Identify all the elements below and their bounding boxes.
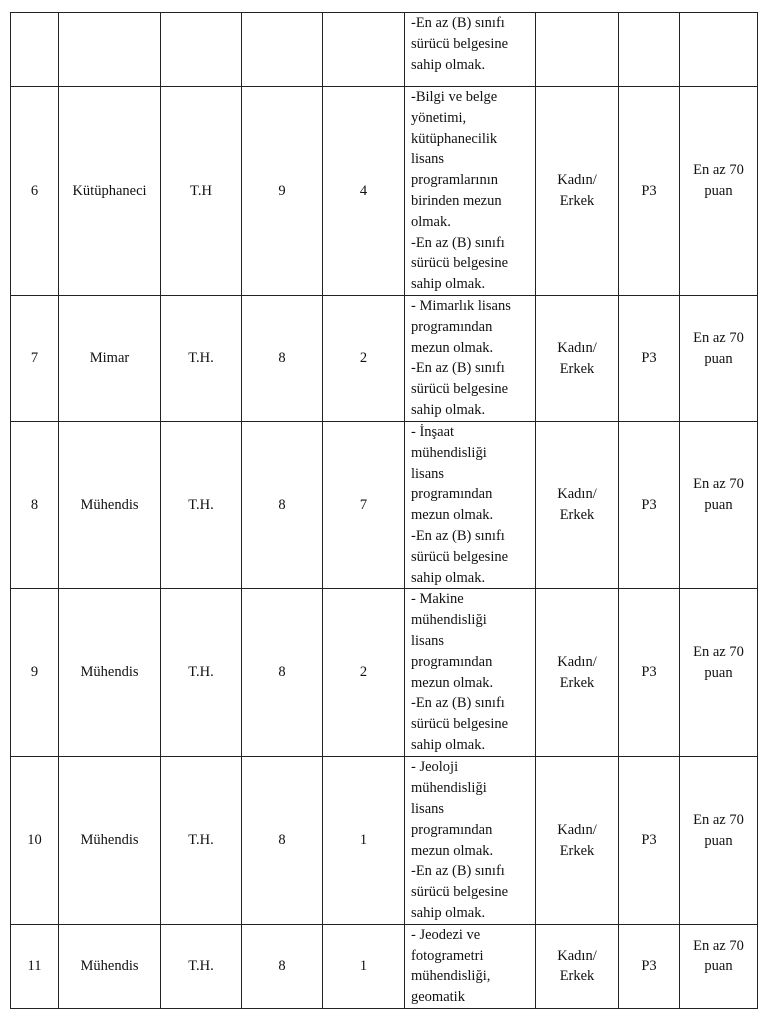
- grade-cell: [242, 13, 323, 87]
- position-title-cell: Kütüphaneci: [59, 87, 161, 296]
- count-cell: 2: [323, 296, 405, 422]
- min-score-text: En az 70 puan: [693, 811, 744, 849]
- table-row: [11, 296, 758, 422]
- count-cell: 7: [323, 422, 405, 589]
- table-row: [11, 589, 758, 757]
- gender-text: Kadın/ Erkek: [557, 821, 597, 859]
- count-cell: 1: [323, 757, 405, 924]
- row-number-cell: 6: [11, 87, 59, 296]
- table-row: [11, 87, 758, 296]
- requirements-cell: -En az (B) sınıfı sürücü belgesine sahip olmak.: [405, 13, 536, 87]
- position-title-cell: Mimar: [59, 296, 161, 422]
- min-score-text: En az 70 puan: [693, 937, 744, 975]
- grade-cell: 8: [242, 924, 323, 1008]
- requirements-cell: - Jeodezi ve fotogrametri mühendisliği, geomatik: [405, 924, 536, 1008]
- count-cell: 1: [323, 924, 405, 1008]
- kpss-type-cell: P3: [619, 757, 680, 924]
- requirements-cell: - Jeoloji mühendisliği lisans programından mezun olmak. -En az (B) sınıfı sürücü belgesine sahip olmak.: [405, 757, 536, 924]
- gender-text: Kadın/ Erkek: [557, 339, 597, 377]
- position-title-cell: Mühendis: [59, 757, 161, 924]
- grade-cell: 8: [242, 589, 323, 757]
- service-class-cell: T.H.: [161, 924, 242, 1008]
- gender-text: Kadın/ Erkek: [557, 486, 597, 524]
- service-class-cell: T.H.: [161, 296, 242, 422]
- row-number-cell: 7: [11, 296, 59, 422]
- position-title-cell: Mühendis: [59, 422, 161, 589]
- row-number-cell: 9: [11, 589, 59, 757]
- min-score-cell: [680, 13, 758, 87]
- gender-cell: [536, 589, 619, 757]
- kpss-type-cell: P3: [619, 589, 680, 757]
- table-row: [11, 13, 758, 87]
- row-number-cell: 11: [11, 924, 59, 1008]
- grade-cell: 8: [242, 422, 323, 589]
- service-class-cell: T.H.: [161, 422, 242, 589]
- min-score-text: En az 70 puan: [693, 644, 744, 681]
- requirements-cell: -Bilgi ve belge yönetimi, kütüphanecilik lisans programlarının birinden mezun olmak. -En az (B) sınıfı sürücü belgesine sahip olmak.: [405, 87, 536, 296]
- service-class-cell: T.H.: [161, 589, 242, 757]
- requirements-cell: - İnşaat mühendisliği lisans programından mezun olmak. -En az (B) sınıfı sürücü belgesine sahip olmak.: [405, 422, 536, 589]
- gender-cell: [536, 13, 619, 87]
- gender-text: Kadın/ Erkek: [557, 947, 597, 985]
- row-number-cell: 10: [11, 757, 59, 924]
- min-score-cell: [680, 589, 758, 757]
- position-title-cell: [59, 13, 161, 87]
- kpss-type-cell: [619, 13, 680, 87]
- table-body: [11, 13, 758, 1009]
- grade-cell: 8: [242, 296, 323, 422]
- min-score-text: En az 70 puan: [693, 476, 744, 514]
- table-row: [11, 757, 758, 924]
- gender-cell: [536, 757, 619, 924]
- table-row: [11, 924, 758, 1008]
- count-cell: 4: [323, 87, 405, 296]
- requirements-cell: - Mimarlık lisans programından mezun olmak. -En az (B) sınıfı sürücü belgesine sahip olmak.: [405, 296, 536, 422]
- job-positions-table: [10, 12, 758, 1009]
- gender-text: Kadın/ Erkek: [557, 172, 597, 209]
- position-title-cell: Mühendis: [59, 589, 161, 757]
- grade-cell: 8: [242, 757, 323, 924]
- gender-text: Kadın/ Erkek: [557, 654, 597, 691]
- min-score-text: En az 70 puan: [693, 329, 744, 367]
- kpss-type-cell: P3: [619, 924, 680, 1008]
- position-title-cell: Mühendis: [59, 924, 161, 1008]
- row-number-cell: 8: [11, 422, 59, 589]
- service-class-cell: [161, 13, 242, 87]
- count-cell: 2: [323, 589, 405, 757]
- gender-cell: [536, 296, 619, 422]
- min-score-cell: [680, 296, 758, 422]
- row-number-cell: [11, 13, 59, 87]
- gender-cell: [536, 924, 619, 1008]
- kpss-type-cell: P3: [619, 422, 680, 589]
- min-score-cell: [680, 757, 758, 924]
- kpss-type-cell: P3: [619, 296, 680, 422]
- gender-cell: [536, 422, 619, 589]
- min-score-cell: [680, 924, 758, 1008]
- kpss-type-cell: P3: [619, 87, 680, 296]
- min-score-text: En az 70 puan: [693, 162, 744, 199]
- service-class-cell: T.H.: [161, 757, 242, 924]
- min-score-cell: [680, 87, 758, 296]
- requirements-cell: - Makine mühendisliği lisans programından mezun olmak. -En az (B) sınıfı sürücü belgesine sahip olmak.: [405, 589, 536, 757]
- table-row: [11, 422, 758, 589]
- service-class-cell: T.H: [161, 87, 242, 296]
- grade-cell: 9: [242, 87, 323, 296]
- gender-cell: [536, 87, 619, 296]
- count-cell: [323, 13, 405, 87]
- min-score-cell: [680, 422, 758, 589]
